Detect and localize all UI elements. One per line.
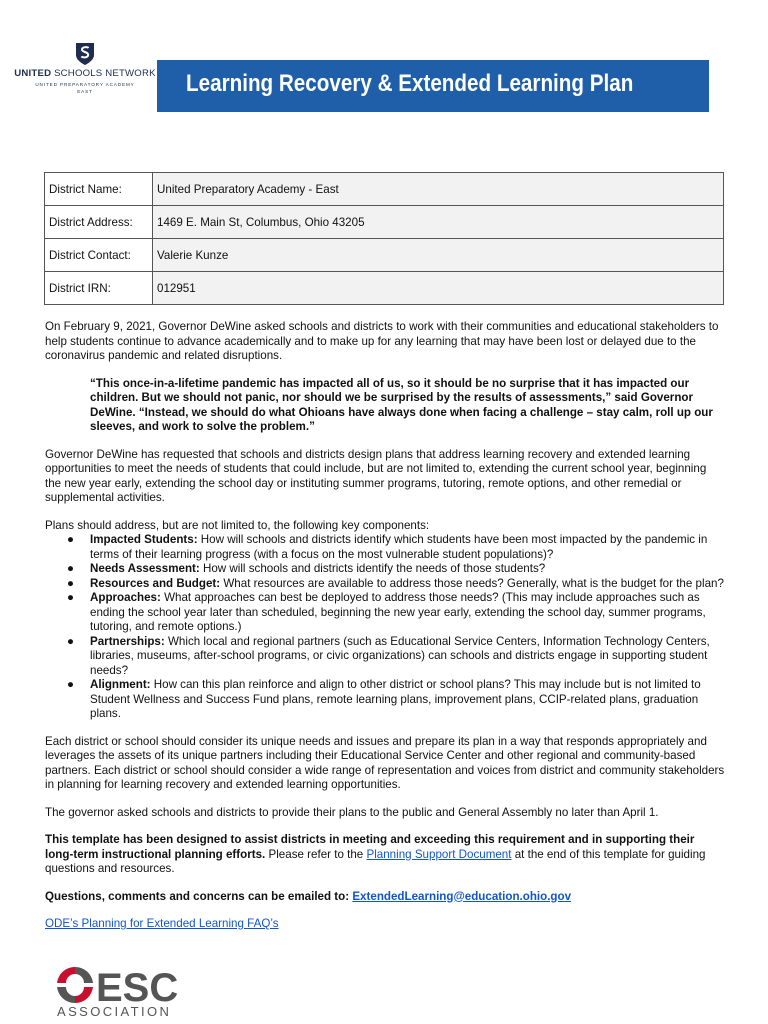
faq-paragraph: [45, 917, 725, 932]
bullet-icon: ●: [67, 591, 75, 604]
bullet-icon: ●: [67, 533, 75, 546]
consider-paragraph: Each district or school should consider its unique needs and issues and prepare its plan in a way that responds appropriately and leverages the assets of its unique partners including their Educational Service Center and other regional and community-based partners. Each district or school should consider a wide range of representation and voices from district and community stakeholders in planning for learning recovery and extended learning opportunities.: [45, 734, 725, 791]
logo-name: UNITED SCHOOLS NETWORK: [14, 68, 156, 79]
bullet-icon: ●: [67, 562, 75, 575]
components-intro: Plans should address, but are not limited to, the following key components:: [45, 518, 430, 532]
list-item: ● Needs Assessment: How will schools and districts identify the needs of those students?: [67, 562, 546, 575]
district-contact-label: District Contact:: [45, 239, 153, 272]
questions-paragraph: Questions, comments and concerns can be emailed to: ExtendedLearning@education.ohio.gov: [45, 889, 572, 903]
document-body: [45, 320, 725, 945]
page-title: Learning Recovery & Extended Learning Plan: [186, 70, 634, 97]
components-list: [45, 533, 725, 722]
district-irn-label: District IRN:: [45, 272, 153, 305]
title-banner: [157, 60, 709, 112]
shield-logo-icon: [75, 42, 95, 66]
district-address-label: District Address:: [45, 206, 153, 239]
request-paragraph: Governor DeWine has requested that schools and districts design plans that address learning recovery and extended learning opportunities to meet the needs of students that could include, but are not limited to, extending the current school year, beginning the new year early, extending the school day or instituting summer programs, tutoring, remote options, and other remedial or supplemental activities.: [45, 447, 707, 504]
bullet-icon: ●: [67, 634, 75, 648]
table-row: [45, 173, 724, 206]
esc-association-logo: [53, 963, 203, 1018]
united-schools-network-logo: [10, 42, 160, 94]
table-row: [45, 206, 724, 239]
list-item: ● Approaches: What approaches can best be deployed to address those needs? (This may include approaches such as ending the school year later than scheduled, beginning the new year early, extending the school day, summer programs, tutoring, and remote options.): [67, 591, 706, 633]
bullet-icon: ●: [67, 678, 75, 691]
list-item: ● Alignment: How can this plan reinforce and align to other district or school plans? This may include but is not limited to Student Wellness and Success Fund plans, remote learning plans, improvement plans, CCIP-related plans, graduation plans.: [67, 678, 701, 720]
table-row: [45, 272, 724, 305]
email-link[interactable]: ExtendedLearning@education.ohio.gov: [352, 889, 572, 903]
logo-subtitle-east: EAST: [77, 89, 93, 94]
governor-quote: “This once-in-a-lifetime pandemic has impacted all of us, so it should be no surprise that it has impacted our children. But we should not panic, nor should we be surprised by the results of assessments,” said Governor DeWine. “Instead, we should do what Ohioans have always done when facing a challenge – stay calm, roll up our sleeves, and work to solve the problem.”: [90, 376, 713, 433]
esc-ring-icon: [57, 967, 93, 1003]
template-paragraph: This template has been designed to assist districts in meeting and exceeding this requirement and in supporting their long-term instructional planning efforts. Please refer to the Planning Support Document at the end of this template for guiding questions and resources.: [45, 833, 706, 875]
esc-wordmark: ESC: [96, 966, 179, 1010]
district-name-label: District Name:: [45, 173, 153, 206]
district-info-table: [44, 172, 724, 305]
planning-support-document-link[interactable]: Planning Support Document: [366, 847, 512, 861]
deadline-paragraph: The governor asked schools and districts to provide their plans to the public and General Assembly no later than April 1.: [45, 805, 659, 819]
list-item: ● Partnerships: Which local and regional partners (such as Educational Service Centers, Information Technology Centers, libraries, museums, after-school programs, or civic organizations) can schools and districts engage in supporting student needs?: [67, 634, 710, 677]
table-row: [45, 239, 724, 272]
district-contact-value: Valerie Kunze: [153, 239, 724, 272]
district-name-value: United Preparatory Academy - East: [153, 173, 724, 206]
logo-subtitle: UNITED PREPARATORY ACADEMY: [35, 82, 135, 87]
district-address-value: 1469 E. Main St, Columbus, Ohio 43205: [153, 206, 724, 239]
faq-link[interactable]: ODE’s Planning for Extended Learning FAQ’s: [45, 917, 279, 930]
list-item: ● Resources and Budget: What resources are available to address those needs? Generally, what is the budget for the plan?: [67, 576, 724, 590]
bullet-icon: ●: [67, 576, 75, 590]
association-wordmark: ASSOCIATION: [57, 1004, 172, 1018]
list-item: ● Impacted Students: How will schools and districts identify which students have been most impacted by the pandemic in terms of their learning progress (with a focus on the most vulnerable student populations)?: [67, 533, 708, 561]
district-irn-value: 012951: [153, 272, 724, 305]
intro-paragraph: On February 9, 2021, Governor DeWine asked schools and districts to work with their communities and educational stakeholders to help students continue to advance academically and to make up for any learning that may have been lost or delayed due to the coronavirus pandemic and related disruptions.: [45, 320, 719, 362]
